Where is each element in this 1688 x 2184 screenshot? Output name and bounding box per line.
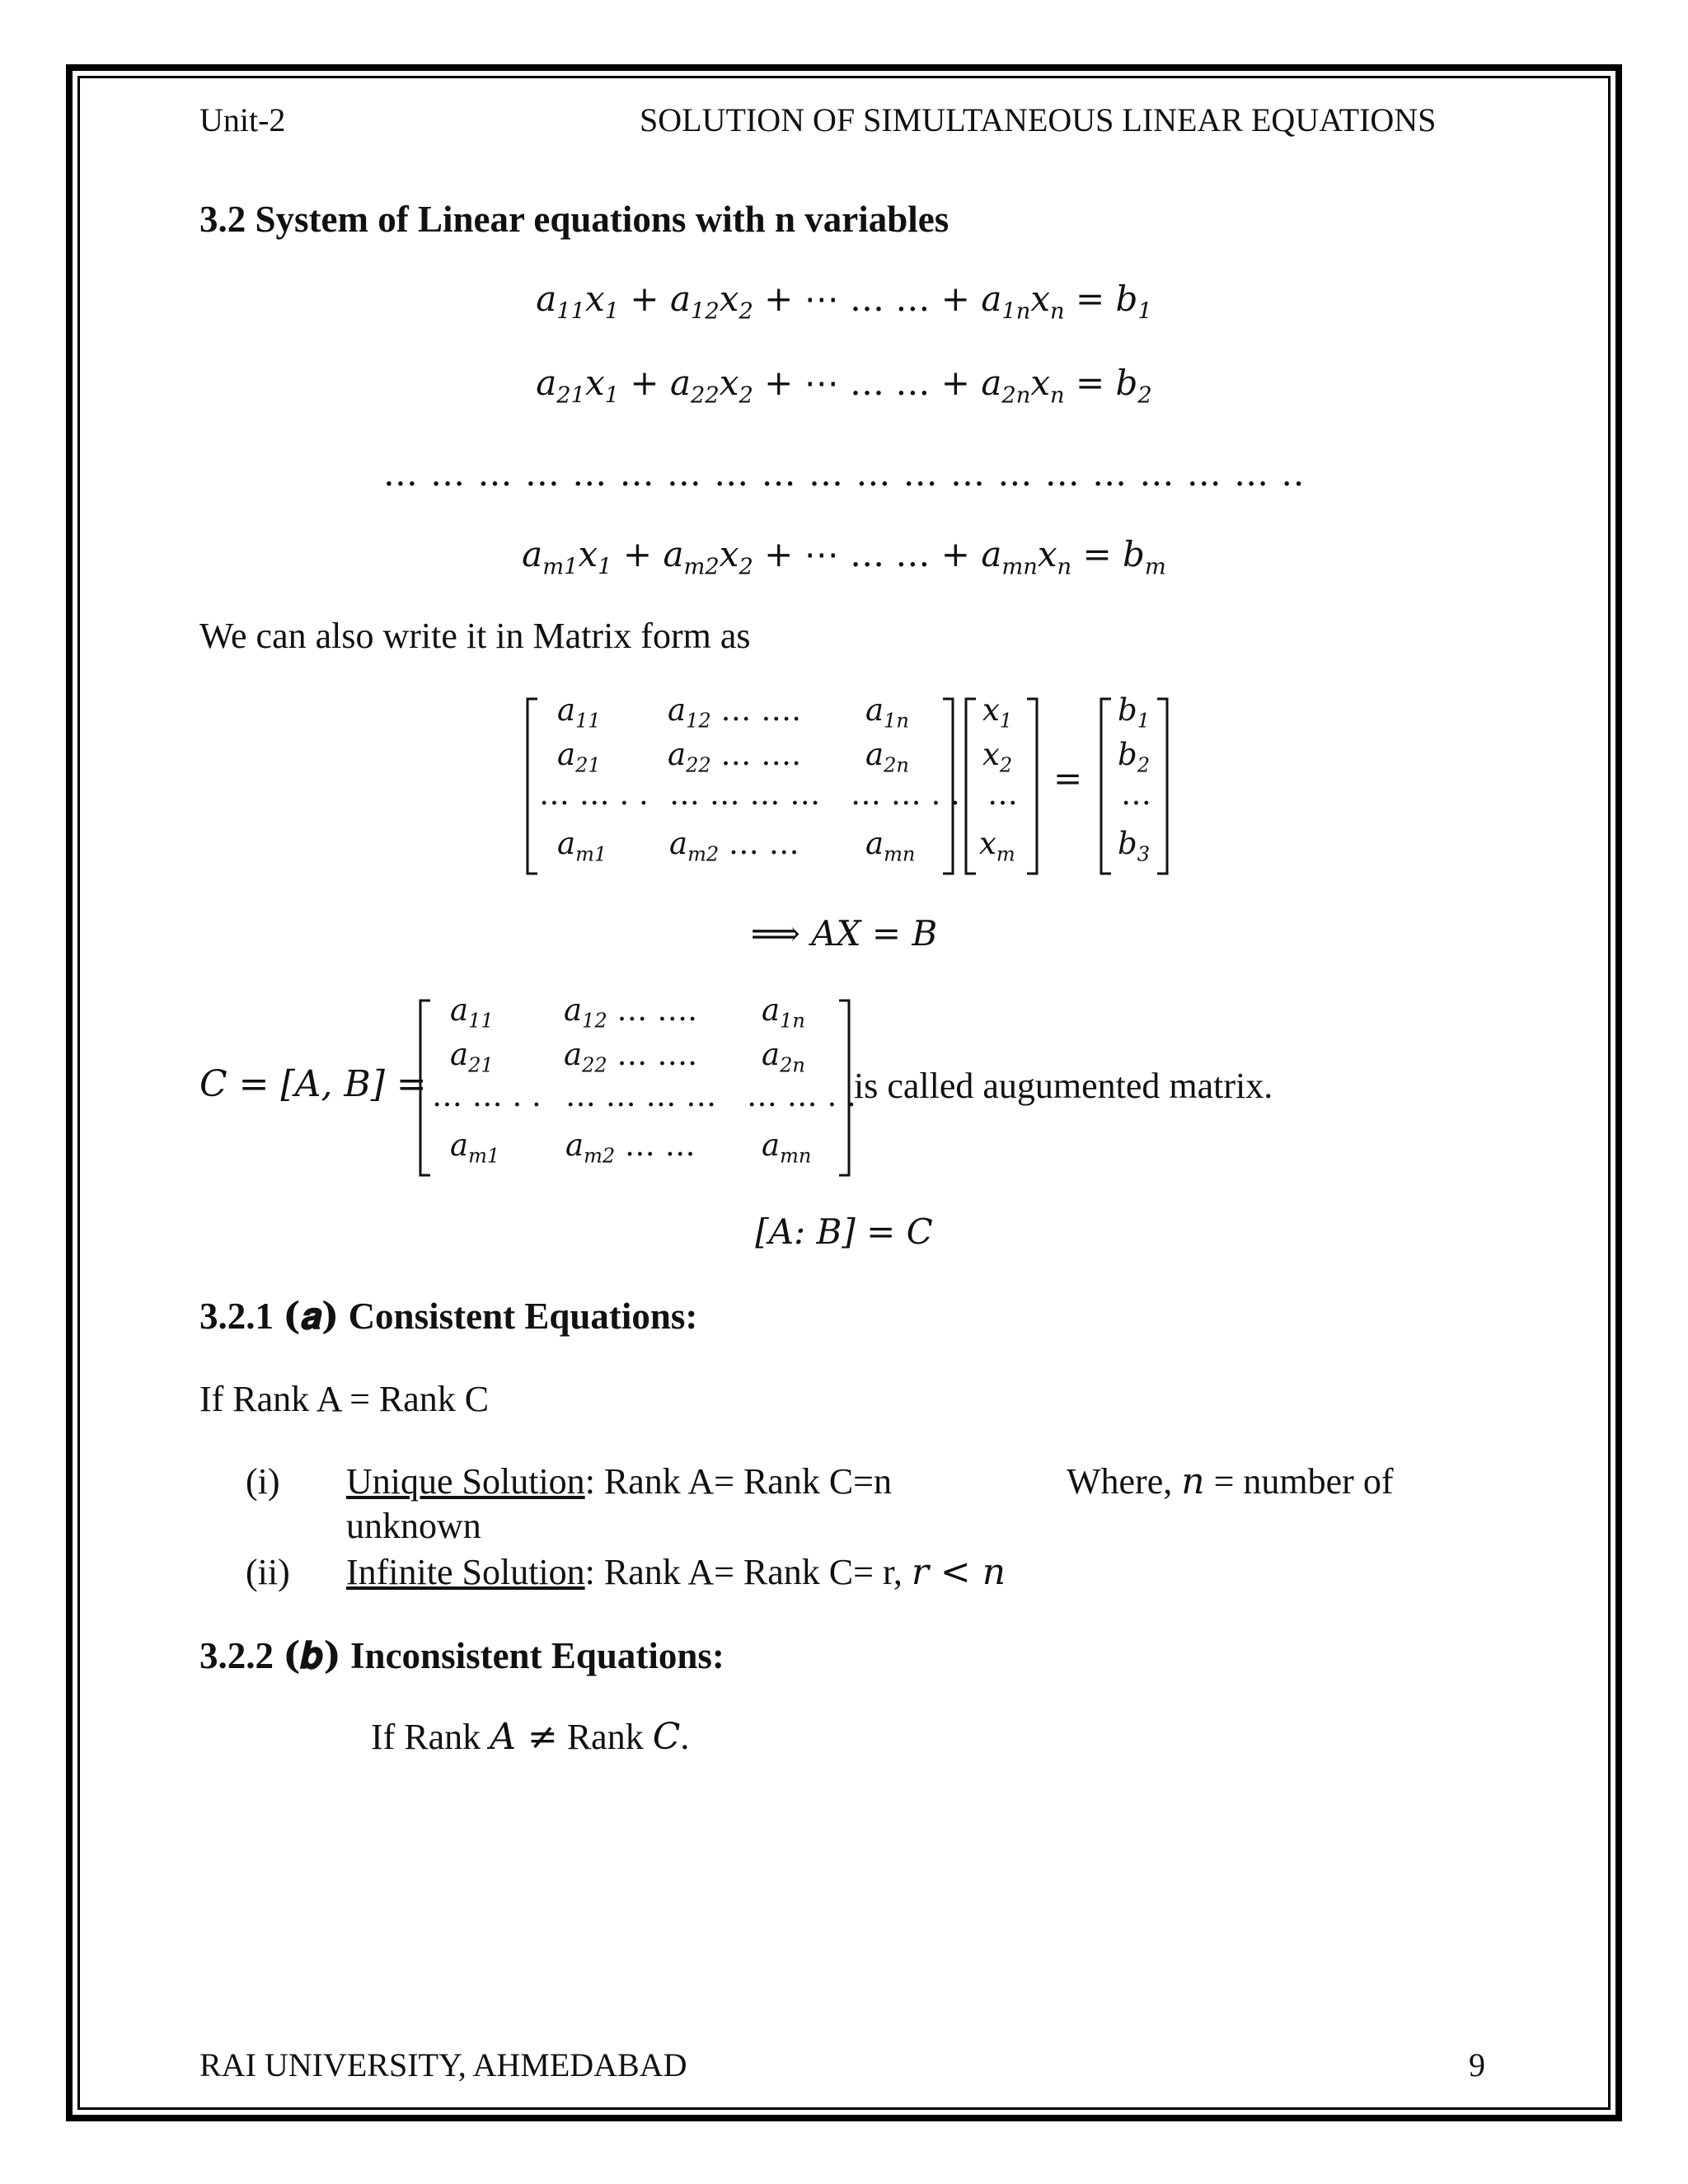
matrix-a-cell: $a_{22}$ … …. — [668, 737, 801, 777]
augmented-cell: $a_{21}$ — [450, 1037, 494, 1077]
matrix-a-cell: $a_{m1}$ — [557, 826, 607, 866]
unique-solution-label: Unique Solution — [346, 1461, 585, 1502]
equals-sign: = — [1053, 758, 1083, 799]
matrix-a-cell: … … … … — [669, 776, 821, 812]
inconsistent-condition: If Rank A ≠ Rank C. — [371, 1716, 690, 1758]
equation-dots-row: … … … … … … … … … … … … … … … … … … … .. — [382, 453, 1306, 494]
inconsistent-heading: 3.2.2 (𝒃) Inconsistent Equations: — [199, 1633, 724, 1677]
matrix-a-cell: $a_{1n}$ — [865, 692, 909, 733]
augmented-cell: $a_{22}$ … …. — [564, 1037, 697, 1077]
header-title: SOLUTION OF SIMULTANEOUS LINEAR EQUATIONS — [640, 101, 1437, 138]
vector-x-cell: … — [987, 776, 1018, 812]
matrix-intro-text: We can also write it in Matrix form as — [199, 616, 751, 656]
unique-solution-item: Unique Solution: Rank A= Rank C=n — [346, 1461, 892, 1502]
unique-solution-continuation: unknown — [346, 1506, 481, 1546]
footer-university: RAI UNIVERSITY, AHMEDABAD — [199, 2046, 687, 2083]
vector-b-left-bracket — [1096, 697, 1116, 875]
matrix-a-cell: $a_{m2}$ … … — [669, 826, 799, 866]
infinite-solution-label: Infinite Solution — [346, 1552, 585, 1592]
vector-b-cell: $b_2$ — [1118, 737, 1150, 777]
augmented-cell: … … . . — [432, 1078, 542, 1113]
header-unit: Unit-2 — [199, 101, 286, 138]
implies-ax-b: ⟹ AX = B — [750, 913, 938, 954]
augmented-cell: $a_{11}$ — [450, 992, 494, 1033]
augmented-cell: $a_{m2}$ … … — [565, 1127, 696, 1168]
augmented-matrix — [407, 992, 869, 1182]
vector-x-left-bracket — [961, 697, 981, 875]
page-number: 9 — [1469, 2046, 1485, 2083]
matrix-a-cell: $a_{21}$ — [557, 737, 601, 777]
section-title: 3.2 System of Linear equations with n variables — [199, 199, 950, 240]
vector-b-right-bracket — [1152, 697, 1172, 875]
augmented-right-bracket — [834, 999, 854, 1177]
colon-form-equation: [A: B] = C — [755, 1212, 933, 1252]
equation-row-1: $a_{11}x_1 + a_{12}x_2$ + ⋯ … … + $a_{1n}x_n = b_1$ — [536, 279, 1152, 325]
matrix-a-cell: … … . . — [851, 776, 960, 812]
augmented-cell: … … . . — [747, 1078, 856, 1113]
augmented-cell: $a_{m1}$ — [450, 1127, 500, 1168]
matrix-a-cell: $a_{12}$ … …. — [668, 692, 801, 733]
matrix-a-cell: $a_{mn}$ — [865, 826, 916, 866]
list-marker-ii: (ii) — [246, 1552, 290, 1592]
augmented-caption: is called augumented matrix. — [854, 1066, 1273, 1106]
matrix-equation — [511, 692, 1170, 882]
equation-row-2: $a_{21}x_1 + a_{22}x_2$ + ⋯ … … + $a_{2n}x_n = b_2$ — [536, 363, 1152, 409]
augmented-cell: $a_{1n}$ — [762, 992, 805, 1033]
vector-b-cell: … — [1121, 776, 1151, 812]
consistent-heading: 3.2.1 (𝒂) Consistent Equations: — [199, 1294, 698, 1338]
matrix-a-cell: $a_{11}$ — [557, 692, 601, 733]
augmented-cell: $a_{mn}$ — [762, 1127, 812, 1168]
matrix-a-right-bracket — [938, 697, 958, 875]
augmented-cell: … … … … — [565, 1078, 717, 1113]
equation-row-m: $a_{m1}x_1 + a_{m2}x_2$ + ⋯ … … + $a_{mn}x_n = b_m$ — [522, 534, 1166, 580]
matrix-a-cell: … … . . — [539, 776, 649, 812]
vector-x-right-bracket — [1022, 697, 1042, 875]
infinite-solution-item: Infinite Solution: Rank A= Rank C= r, r < n — [346, 1551, 1006, 1593]
vector-x-cell: $x_m$ — [979, 826, 1015, 866]
augmented-lhs: C = [A, B] = — [199, 1063, 427, 1105]
list-marker-i: (i) — [246, 1461, 280, 1502]
matrix-a-cell: $a_{2n}$ — [865, 737, 909, 777]
vector-x-cell: $x_2$ — [982, 737, 1013, 777]
vector-x-cell: $x_1$ — [982, 692, 1013, 733]
augmented-cell: $a_{2n}$ — [762, 1037, 805, 1077]
consistent-condition: If Rank A = Rank C — [199, 1379, 490, 1419]
augmented-cell: $a_{12}$ … …. — [564, 992, 697, 1033]
where-note: Where, n = number of — [1067, 1460, 1394, 1502]
vector-b-cell: $b_1$ — [1118, 692, 1150, 733]
vector-b-cell: $b_3$ — [1118, 826, 1150, 866]
